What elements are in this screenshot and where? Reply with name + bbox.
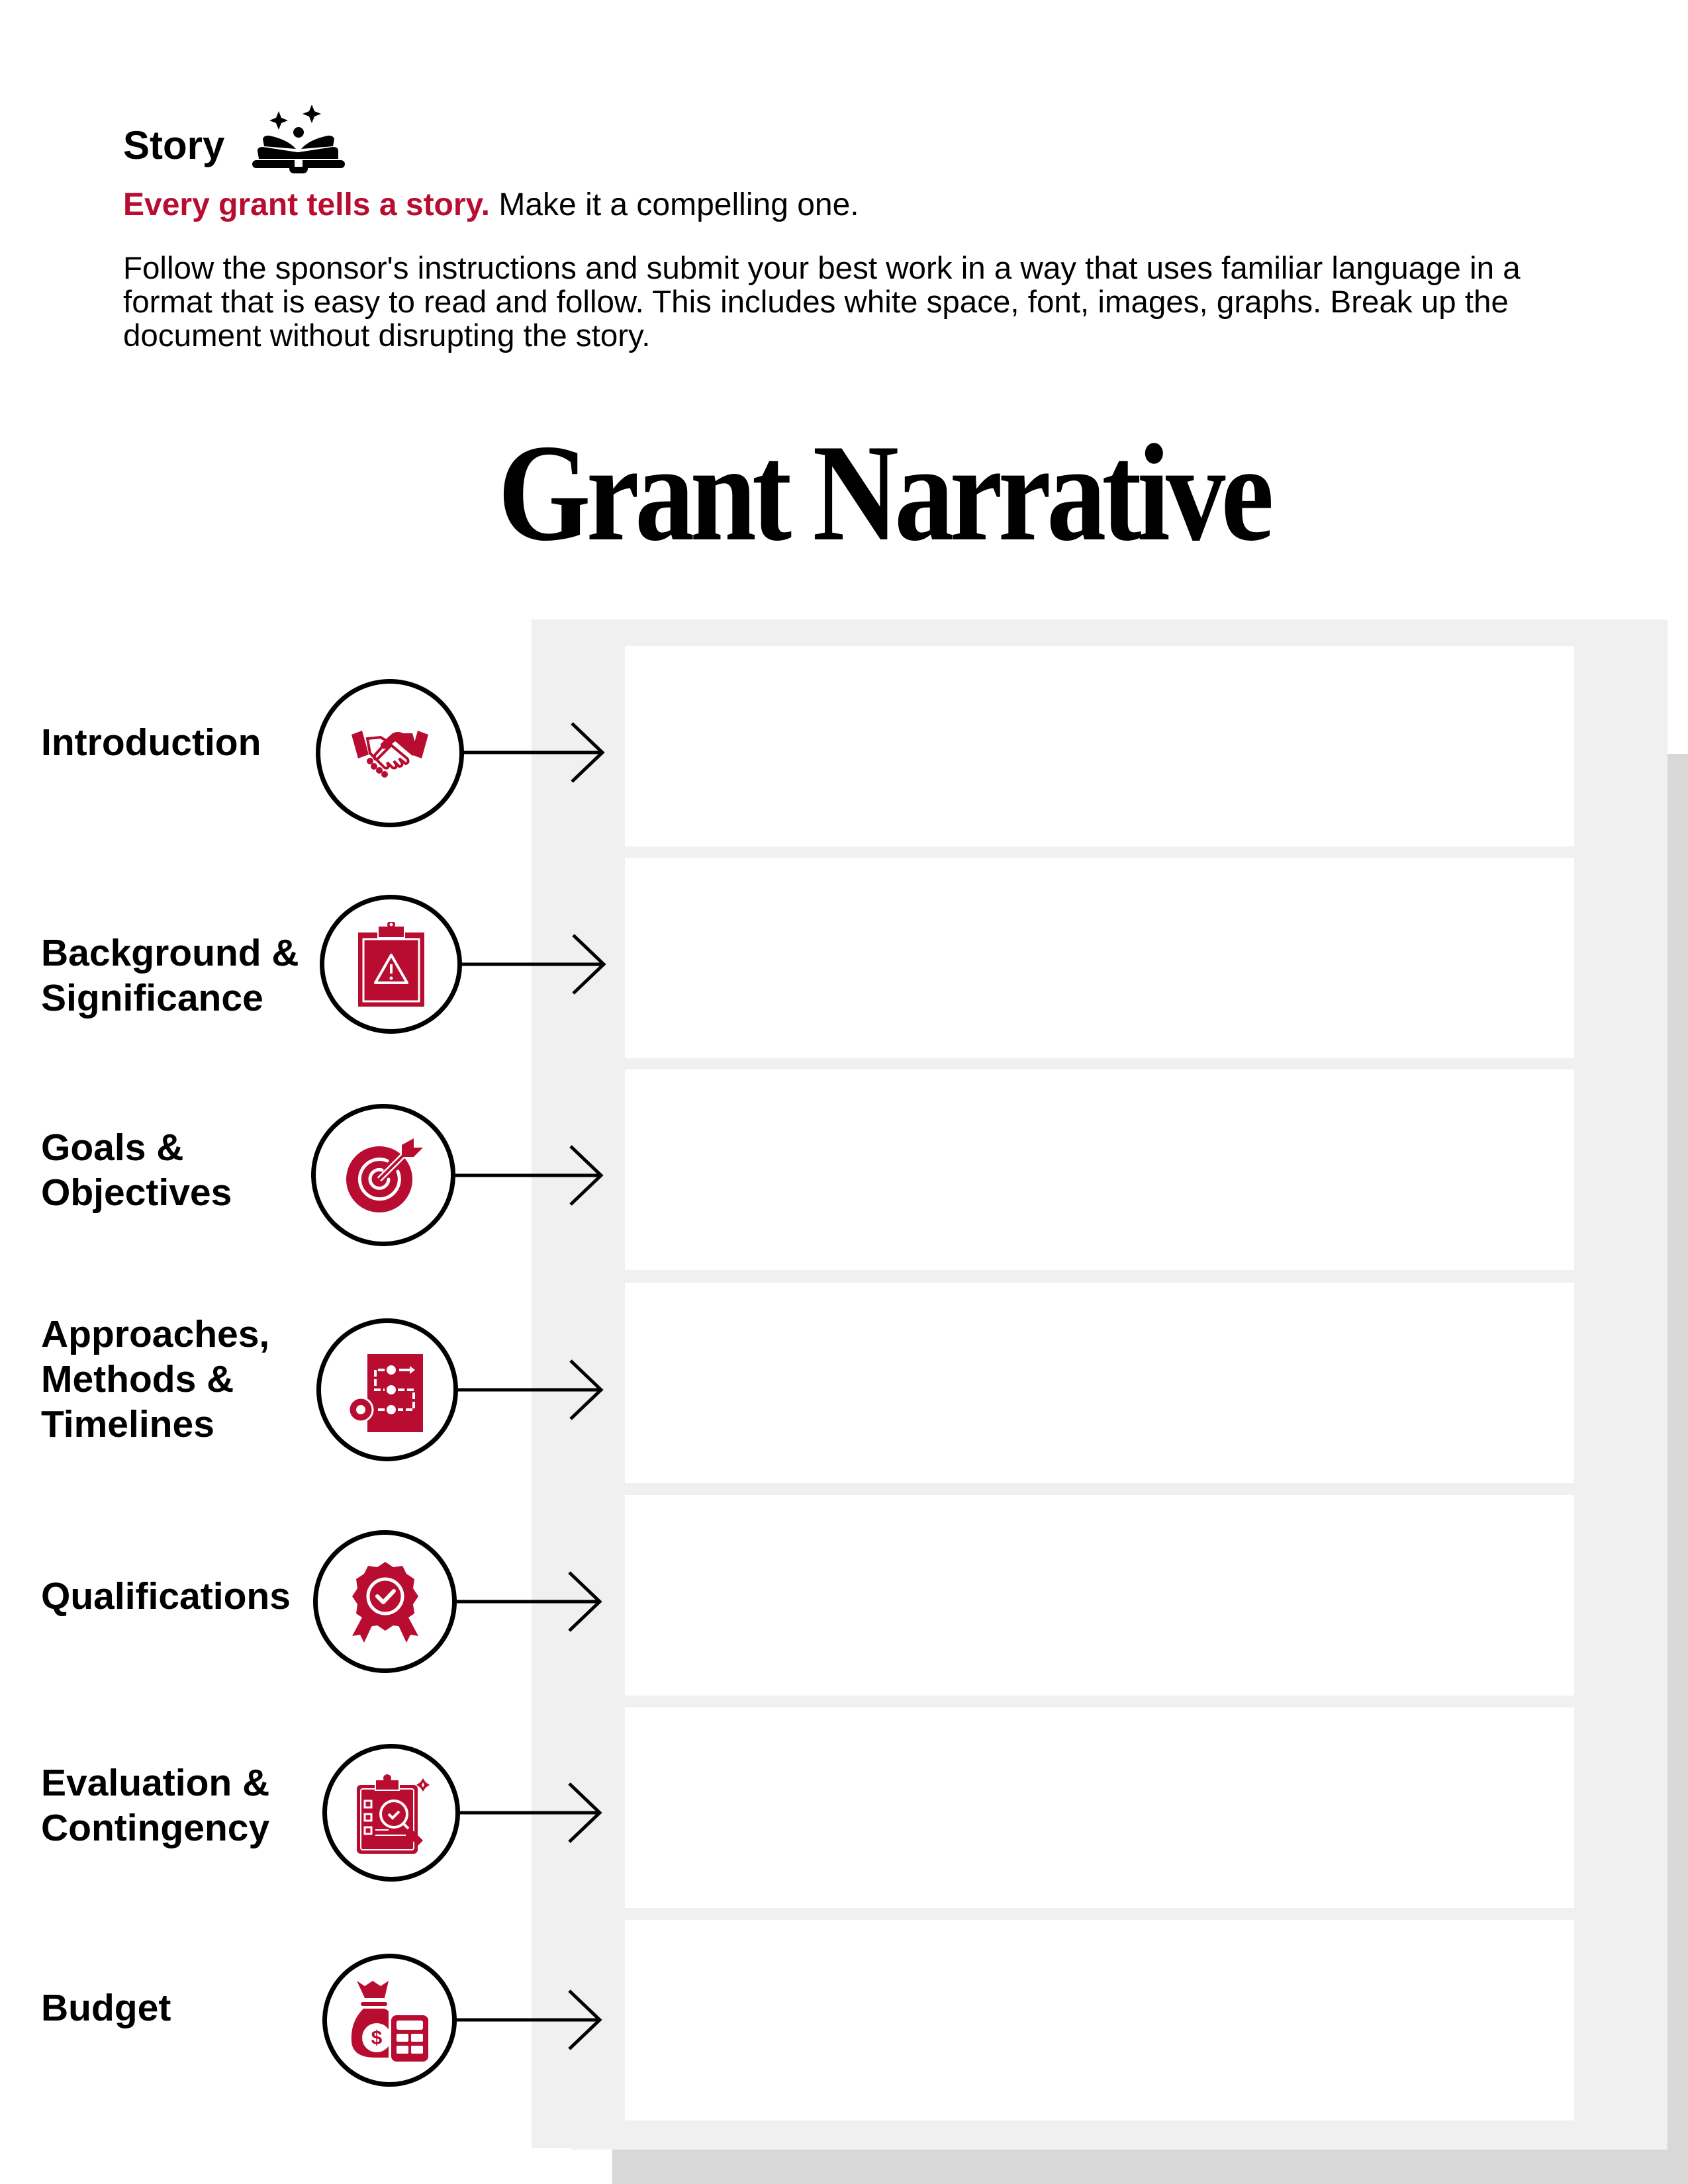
section-label-introduction: Introduction [41, 721, 261, 764]
section-label-budget: Budget [41, 1987, 171, 2029]
money-bag-calculator-icon [348, 1978, 432, 2063]
section-label-qualifications: Qualifications [41, 1575, 291, 1617]
clipboard-magnifier-icon [349, 1770, 434, 1855]
section-box-goals[interactable] [625, 1069, 1574, 1270]
tagline-rest: Make it a compelling one. [490, 187, 859, 222]
section-box-evaluation[interactable] [625, 1707, 1574, 1908]
award-badge-check-icon [343, 1559, 428, 1644]
arrow-background [462, 944, 605, 984]
tagline-accent: Every grant tells a story. [123, 187, 491, 222]
clipboard-warning-icon [349, 922, 434, 1007]
section-label-approaches: Approaches, Methods & Timelines [41, 1313, 270, 1445]
page-title: Grant Narrative [498, 416, 1270, 570]
background-icon-circle [320, 895, 462, 1034]
section-box-approaches[interactable] [625, 1283, 1574, 1483]
evaluation-icon-circle [322, 1744, 460, 1882]
svg-text:$: $ [371, 2026, 382, 2049]
section-label-goals: Goals & Objectives [41, 1126, 232, 1214]
arrow-qualifications [457, 1582, 601, 1621]
arrow-evaluation [460, 1793, 601, 1833]
introduction-icon-circle [316, 679, 464, 827]
handshake-icon [348, 711, 432, 796]
workflow-gear-icon [345, 1347, 430, 1432]
approaches-icon-circle [316, 1318, 458, 1461]
section-box-background[interactable] [625, 858, 1574, 1058]
tagline [123, 187, 859, 224]
section-box-budget[interactable] [625, 1920, 1574, 2120]
budget-icon-circle [322, 1954, 457, 2087]
arrow-goals [455, 1156, 602, 1195]
story-header [123, 99, 345, 173]
section-box-qualifications[interactable] [625, 1495, 1574, 1696]
section-box-introduction[interactable] [625, 646, 1574, 846]
panel-bottom-strip [571, 2144, 1667, 2150]
intro-paragraph: Follow the sponsor's instructions and submit your best work in a way that uses familiar language in a format that is easy to read and follow. This includes white space, font, images, graphs. Break up the document without disrupting the story. [123, 251, 1521, 353]
arrow-approaches [458, 1370, 602, 1410]
goals-icon-circle [311, 1104, 455, 1246]
qualifications-icon-circle [313, 1530, 457, 1673]
arrow-introduction [461, 733, 604, 772]
arrow-budget [457, 2000, 601, 2040]
target-arrow-icon [341, 1133, 426, 1218]
story-title: Story [123, 123, 225, 167]
open-book-sparkles-icon [252, 99, 345, 173]
section-label-background: Background & Significance [41, 932, 299, 1019]
section-label-evaluation: Evaluation & Contingency [41, 1762, 270, 1849]
